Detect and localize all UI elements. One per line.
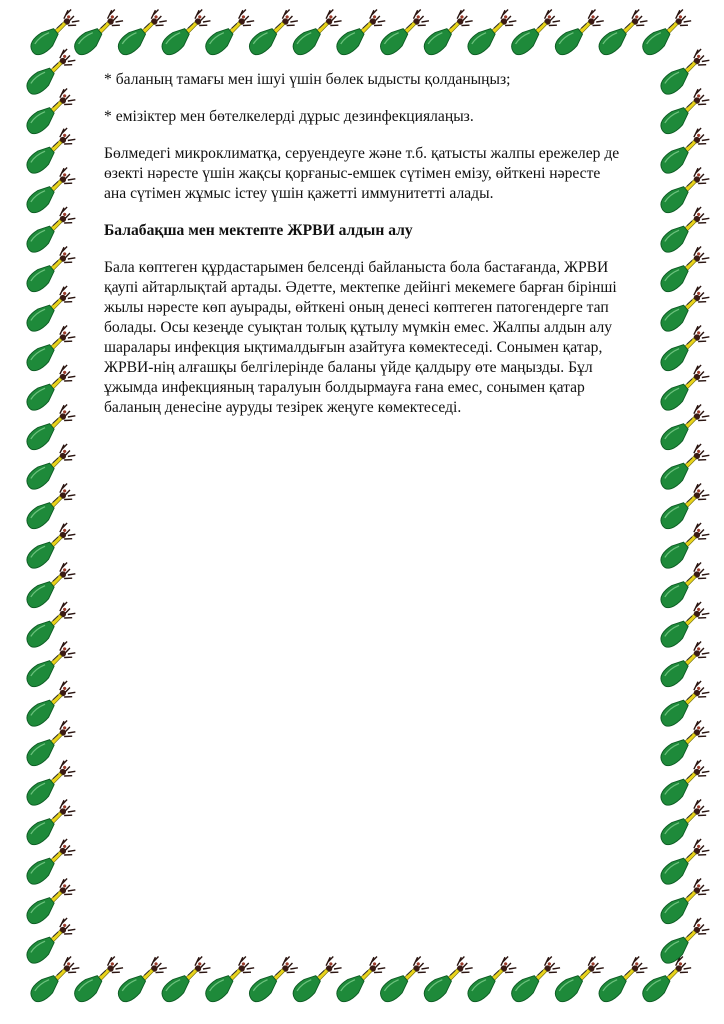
champagne-bottle-icon: [20, 285, 80, 335]
champagne-bottle-icon: [286, 955, 346, 1005]
champagne-bottle-icon: [199, 8, 259, 58]
champagne-bottle-icon: [20, 364, 80, 414]
champagne-bottle-icon: [20, 640, 80, 690]
champagne-bottle-icon: [654, 561, 714, 611]
champagne-bottle-icon: [242, 8, 302, 58]
champagne-bottle-icon: [654, 443, 714, 493]
champagne-bottle-icon: [654, 522, 714, 572]
paragraph-kindergarten-prevention: Бала көптеген құрдастарымен белсенді байланыста бола бастағанда, ЖРВИ қаупі айтарлықтай артады. Әдетте, мектепке дейінгі мекемеге барған бірінші жылы нәресте көп ауырады, өйткені оның денесі көптеген патогендерге тап болады. Осы кезеңде суықтан толық құтылу мүмкін емес. Жалпы алдын алу шаралары инфекция ықтималдығын азайтуға көмектеседі. Сонымен қатар, ЖРВИ-нің алғашқы белгілерінде баланы үйде қалдыру өте маңызды. Бұл ұжымда инфекцияның таралуын болдырмауға ғана емес, сонымен қатар баланың денесіне ауруды тезірек жеңуге көмектеседі.: [104, 259, 617, 416]
champagne-bottle-icon: [20, 324, 80, 374]
champagne-bottle-icon: [20, 127, 80, 177]
champagne-bottle-icon: [374, 8, 434, 58]
champagne-bottle-icon: [20, 403, 80, 453]
document-body: [104, 70, 676, 435]
champagne-bottle-icon: [20, 166, 80, 216]
champagne-bottle-icon: [505, 8, 565, 58]
champagne-bottle-icon: [20, 838, 80, 888]
champagne-bottle-icon: [654, 640, 714, 690]
champagne-bottle-icon: [654, 838, 714, 888]
champagne-bottle-icon: [111, 955, 171, 1005]
champagne-bottle-icon: [20, 206, 80, 256]
champagne-bottle-icon: [654, 680, 714, 730]
champagne-bottle-icon: [286, 8, 346, 58]
champagne-bottle-icon: [199, 955, 259, 1005]
champagne-bottle-icon: [654, 482, 714, 532]
bullet-separate-dishes: * баланың тамағы мен ішуі үшін бөлек ыдысты қолданыңыз;: [104, 71, 511, 88]
champagne-bottle-icon: [654, 917, 714, 967]
champagne-bottle-icon: [20, 443, 80, 493]
section-heading: Балабақша мен мектепте ЖРВИ алдын алу: [104, 222, 413, 239]
champagne-bottle-icon: [68, 955, 128, 1005]
champagne-bottle-icon: [461, 955, 521, 1005]
champagne-bottle-icon: [155, 8, 215, 58]
champagne-bottle-icon: [20, 877, 80, 927]
champagne-bottle-icon: [592, 8, 652, 58]
champagne-bottle-icon: [20, 482, 80, 532]
champagne-bottle-icon: [20, 561, 80, 611]
champagne-bottle-icon: [417, 8, 477, 58]
champagne-bottle-icon: [330, 8, 390, 58]
champagne-bottle-icon: [20, 917, 80, 967]
champagne-bottle-icon: [20, 759, 80, 809]
champagne-bottle-icon: [20, 245, 80, 295]
champagne-bottle-icon: [654, 601, 714, 651]
champagne-bottle-icon: [548, 8, 608, 58]
champagne-bottle-icon: [654, 759, 714, 809]
bullet-disinfect-bottles: * емізіктер мен бөтелкелерді дұрыс дезинфекциялаңыз.: [104, 108, 474, 125]
champagne-bottle-icon: [654, 798, 714, 848]
champagne-bottle-icon: [505, 955, 565, 1005]
champagne-bottle-icon: [20, 522, 80, 572]
champagne-bottle-icon: [374, 955, 434, 1005]
champagne-bottle-icon: [654, 719, 714, 769]
champagne-bottle-icon: [155, 955, 215, 1005]
champagne-bottle-icon: [20, 601, 80, 651]
champagne-bottle-icon: [111, 8, 171, 58]
paragraph-microclimate: Бөлмедегі микроклиматқа, серуендеуге және т.б. қатысты жалпы ережелер де өзекті нәресте үшін жақсы қорғаныс-емшек сүтімен емізу, өйткені нәресте ана сүтімен жұмыс істеу үшін қажетті иммунитетті алады.: [104, 145, 620, 202]
champagne-bottle-icon: [592, 955, 652, 1005]
champagne-bottle-icon: [242, 955, 302, 1005]
champagne-bottle-icon: [654, 877, 714, 927]
champagne-bottle-icon: [636, 8, 696, 58]
champagne-bottle-icon: [68, 8, 128, 58]
champagne-bottle-icon: [461, 8, 521, 58]
champagne-bottle-icon: [20, 719, 80, 769]
champagne-bottle-icon: [20, 48, 80, 98]
champagne-bottle-icon: [24, 8, 84, 58]
champagne-bottle-icon: [20, 87, 80, 137]
champagne-bottle-icon: [417, 955, 477, 1005]
champagne-bottle-icon: [330, 955, 390, 1005]
champagne-bottle-icon: [548, 955, 608, 1005]
champagne-bottle-icon: [20, 680, 80, 730]
champagne-bottle-icon: [20, 798, 80, 848]
